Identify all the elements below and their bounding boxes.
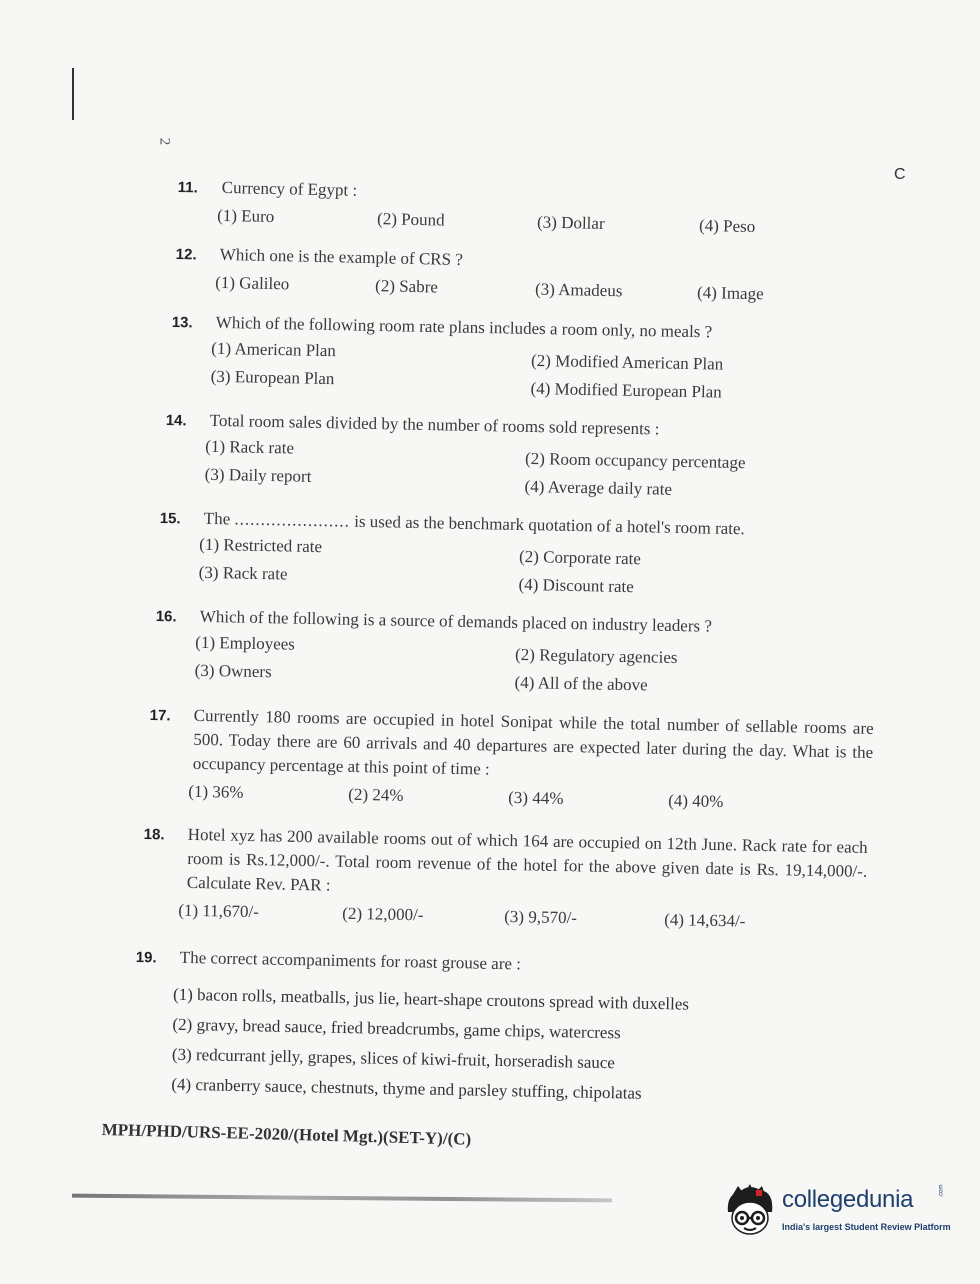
question-text: Which of the following room rate plans includes a room only, no meals ? — [215, 312, 713, 342]
options — [170, 338, 980, 417]
option-1: (1) American Plan — [211, 338, 337, 361]
option-2: (2) 12,000/- — [342, 903, 424, 925]
logo-domain-suffix: .com — [938, 1184, 945, 1198]
question-number: 13. — [171, 313, 193, 332]
question-13 — [170, 311, 980, 417]
option-4: (4) 40% — [668, 790, 724, 812]
option-3: (3) Daily report — [204, 464, 312, 486]
option-4: (4) 14,634/- — [664, 910, 746, 931]
question-16 — [154, 605, 980, 711]
option-3: (3) redcurrant jelly, grapes, slices of kiwi-fruit, horseradish sauce — [171, 1044, 616, 1073]
option-4: (4) Image — [696, 282, 764, 304]
scan-edge-line — [72, 1194, 612, 1203]
option-3: (3) 9,570/- — [504, 906, 578, 928]
option-4: (4) Average daily rate — [524, 476, 673, 499]
question-number: 12. — [175, 245, 197, 264]
options — [164, 436, 980, 515]
question-17 — [148, 703, 980, 826]
option-3: (3) European Plan — [210, 366, 335, 389]
options — [154, 632, 980, 711]
option-3: (3) Owners — [194, 660, 272, 682]
question-14 — [164, 409, 980, 515]
option-2: (2) Pound — [376, 209, 445, 230]
option-4: (4) Discount rate — [518, 574, 634, 597]
question-text-start: The — [203, 508, 231, 529]
question-text: The correct accompaniments for roast grouse are : — [179, 947, 522, 974]
option-3: (3) 44% — [508, 787, 564, 808]
question-text-end: is used as the benchmark quotation of a hotel's room rate. — [354, 511, 745, 539]
question-number: 18. — [143, 825, 165, 844]
option-2: (2) Sabre — [374, 276, 439, 297]
margin-line — [72, 68, 74, 120]
option-1: (1) bacon rolls, meatballs, jus lie, heart-shape croutons spread with duxelles — [172, 984, 690, 1014]
option-1: (1) Employees — [195, 632, 296, 654]
question-number: 14. — [165, 411, 187, 430]
question-text: Total room sales divided by the number of rooms sold represents : — [209, 410, 660, 439]
option-3: (3) Dollar — [536, 212, 605, 233]
set-letter: C — [894, 166, 906, 183]
blank: ...................... — [234, 509, 351, 531]
collegedunia-logo — [722, 1178, 952, 1248]
page-number: 2 — [156, 137, 173, 146]
option-1: (1) Rack rate — [205, 436, 295, 458]
logo-tagline: India's largest Student Review Platform — [782, 1222, 951, 1232]
option-4: (4) Modified European Plan — [530, 378, 722, 402]
option-4: (4) All of the above — [514, 672, 648, 695]
option-1: (1) Galileo — [214, 272, 290, 294]
question-number: 19. — [135, 948, 157, 967]
question-number: 16. — [155, 607, 177, 626]
option-2: (2) 24% — [348, 784, 404, 805]
option-2: (2) Room occupancy percentage — [524, 448, 746, 473]
question-19 — [133, 946, 980, 1116]
option-1: (1) 11,670/- — [178, 900, 260, 922]
question-text: Currency of Egypt : — [221, 177, 358, 200]
paper-code: MPH/PHD/URS-EE-2020/(Hotel Mgt.)(SET-Y)/(C) — [101, 1120, 472, 1149]
question-12 — [175, 243, 980, 319]
option-4: (4) cranberry sauce, chestnuts, thyme and parsley stuffing, chipolatas — [171, 1074, 642, 1103]
option-2: (2) gravy, bread sauce, fried breadcrumbs, game chips, watercress — [172, 1014, 621, 1043]
question-text: Which one is the example of CRS ? — [219, 244, 464, 270]
option-3: (3) Rack rate — [198, 562, 288, 584]
options — [158, 534, 980, 613]
question-text: Hotel xyz has 200 available rooms out of which 164 are occupied on 12th June. Rack rate for each room is Rs.12,000/-. Total room revenue of the hotel for the above given date is Rs. 19,14,000/-. Calculate Rev. PAR : — [186, 824, 868, 895]
options — [171, 980, 980, 1117]
option-2: (2) Regulatory agencies — [514, 644, 678, 668]
question-15 — [158, 507, 980, 613]
option-2: (2) Corporate rate — [518, 546, 642, 569]
option-1: (1) Restricted rate — [199, 534, 323, 557]
question-number: 15. — [159, 509, 181, 528]
logo-wordmark: collegedunia — [782, 1186, 914, 1213]
option-4: (4) Peso — [698, 215, 756, 237]
question-11 — [177, 176, 980, 252]
question-number: 17. — [149, 706, 171, 725]
option-1: (1) 36% — [188, 781, 244, 802]
question-18 — [142, 822, 980, 945]
question-text: Which of the following is a source of demands placed on industry leaders ? — [199, 606, 713, 636]
question-number: 11. — [177, 178, 198, 197]
question-text: Currently 180 rooms are occupied in hotel Sonipat while the total number of sellable rooms are 500. Today there are 60 arrivals and 40 departures are expected later during the day. What is the occupancy percentage at this point of time : — [192, 705, 874, 779]
option-1: (1) Euro — [216, 205, 275, 227]
mascot-icon — [722, 1182, 778, 1238]
option-3: (3) Amadeus — [534, 279, 623, 301]
option-2: (2) Modified American Plan — [530, 350, 724, 374]
